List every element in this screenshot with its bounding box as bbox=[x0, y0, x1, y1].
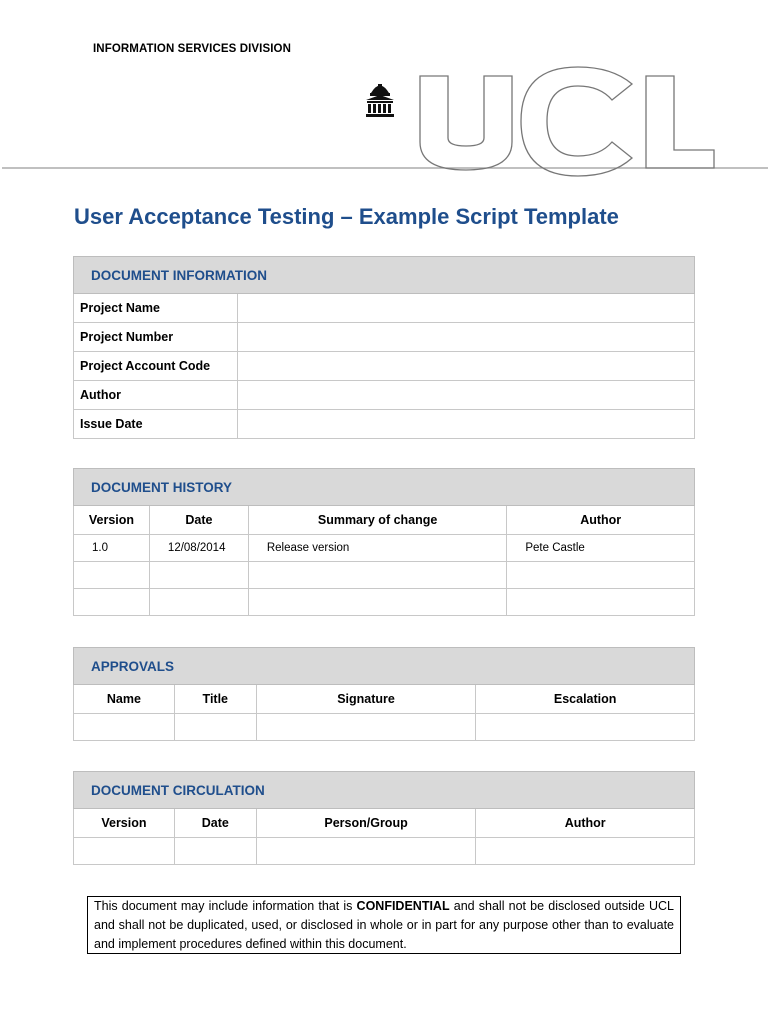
empty-cell[interactable] bbox=[74, 714, 175, 741]
portico-icon bbox=[366, 84, 394, 117]
column-header-title: Title bbox=[174, 685, 256, 714]
document-information-heading: DOCUMENT INFORMATION bbox=[74, 257, 695, 294]
empty-cell[interactable] bbox=[476, 714, 695, 741]
empty-cell[interactable] bbox=[74, 562, 150, 589]
history-summary-cell[interactable]: Release version bbox=[248, 535, 506, 562]
empty-cell[interactable] bbox=[248, 562, 506, 589]
document-circulation-heading: DOCUMENT CIRCULATION bbox=[74, 772, 695, 809]
empty-cell[interactable] bbox=[74, 838, 175, 865]
table-row bbox=[74, 410, 695, 439]
column-header-version: Version bbox=[74, 809, 175, 838]
table-row bbox=[74, 323, 695, 352]
notice-text-after: and shall not be disclosed outside UCL and shall not be duplicated, used, or disclosed in whole or in part for any purpose other than to evaluate and implement procedures defined within this document. bbox=[94, 899, 674, 951]
column-header-author: Author bbox=[507, 506, 695, 535]
table-row bbox=[74, 381, 695, 410]
empty-cell[interactable] bbox=[507, 562, 695, 589]
history-author-cell[interactable]: Pete Castle bbox=[507, 535, 695, 562]
document-circulation-table bbox=[73, 771, 695, 865]
table-row bbox=[74, 589, 695, 616]
column-header-name: Name bbox=[74, 685, 175, 714]
confidential-emphasis: CONFIDENTIAL bbox=[356, 899, 450, 913]
table-row bbox=[74, 838, 695, 865]
empty-cell[interactable] bbox=[476, 838, 695, 865]
table-row bbox=[74, 352, 695, 381]
history-version-cell[interactable]: 1.0 bbox=[74, 535, 150, 562]
column-header-person-group: Person/Group bbox=[256, 809, 476, 838]
empty-cell[interactable] bbox=[256, 838, 476, 865]
empty-cell[interactable] bbox=[507, 589, 695, 616]
page-title: User Acceptance Testing – Example Script Template bbox=[74, 204, 619, 229]
column-header-version: Version bbox=[74, 506, 150, 535]
author-field[interactable] bbox=[238, 381, 695, 410]
approvals-heading: APPROVALS bbox=[74, 648, 695, 685]
empty-cell[interactable] bbox=[256, 714, 476, 741]
document-history-heading: DOCUMENT HISTORY bbox=[74, 469, 695, 506]
division-label: INFORMATION SERVICES DIVISION bbox=[93, 43, 291, 55]
project-number-field[interactable] bbox=[238, 323, 695, 352]
table-row bbox=[74, 294, 695, 323]
empty-cell[interactable] bbox=[174, 714, 256, 741]
project-name-label: Project Name bbox=[74, 294, 238, 323]
column-header-signature: Signature bbox=[256, 685, 476, 714]
project-name-field[interactable] bbox=[238, 294, 695, 323]
project-number-label: Project Number bbox=[74, 323, 238, 352]
confidentiality-notice bbox=[87, 896, 681, 954]
empty-cell[interactable] bbox=[248, 589, 506, 616]
empty-cell[interactable] bbox=[149, 589, 248, 616]
ucl-logo bbox=[0, 60, 768, 180]
document-history-table bbox=[73, 468, 695, 616]
empty-cell[interactable] bbox=[174, 838, 256, 865]
empty-cell[interactable] bbox=[74, 589, 150, 616]
approvals-table bbox=[73, 647, 695, 741]
project-account-code-field[interactable] bbox=[238, 352, 695, 381]
history-date-cell[interactable]: 12/08/2014 bbox=[149, 535, 248, 562]
issue-date-field[interactable] bbox=[238, 410, 695, 439]
project-account-code-label: Project Account Code bbox=[74, 352, 238, 381]
table-row bbox=[74, 714, 695, 741]
table-row bbox=[74, 535, 695, 562]
table-row bbox=[74, 562, 695, 589]
document-information-table bbox=[73, 256, 695, 439]
author-label: Author bbox=[74, 381, 238, 410]
notice-text-before: This document may include information that is bbox=[94, 899, 357, 913]
column-header-date: Date bbox=[149, 506, 248, 535]
column-header-escalation: Escalation bbox=[476, 685, 695, 714]
column-header-summary: Summary of change bbox=[248, 506, 506, 535]
column-header-author: Author bbox=[476, 809, 695, 838]
empty-cell[interactable] bbox=[149, 562, 248, 589]
column-header-date: Date bbox=[174, 809, 256, 838]
issue-date-label: Issue Date bbox=[74, 410, 238, 439]
